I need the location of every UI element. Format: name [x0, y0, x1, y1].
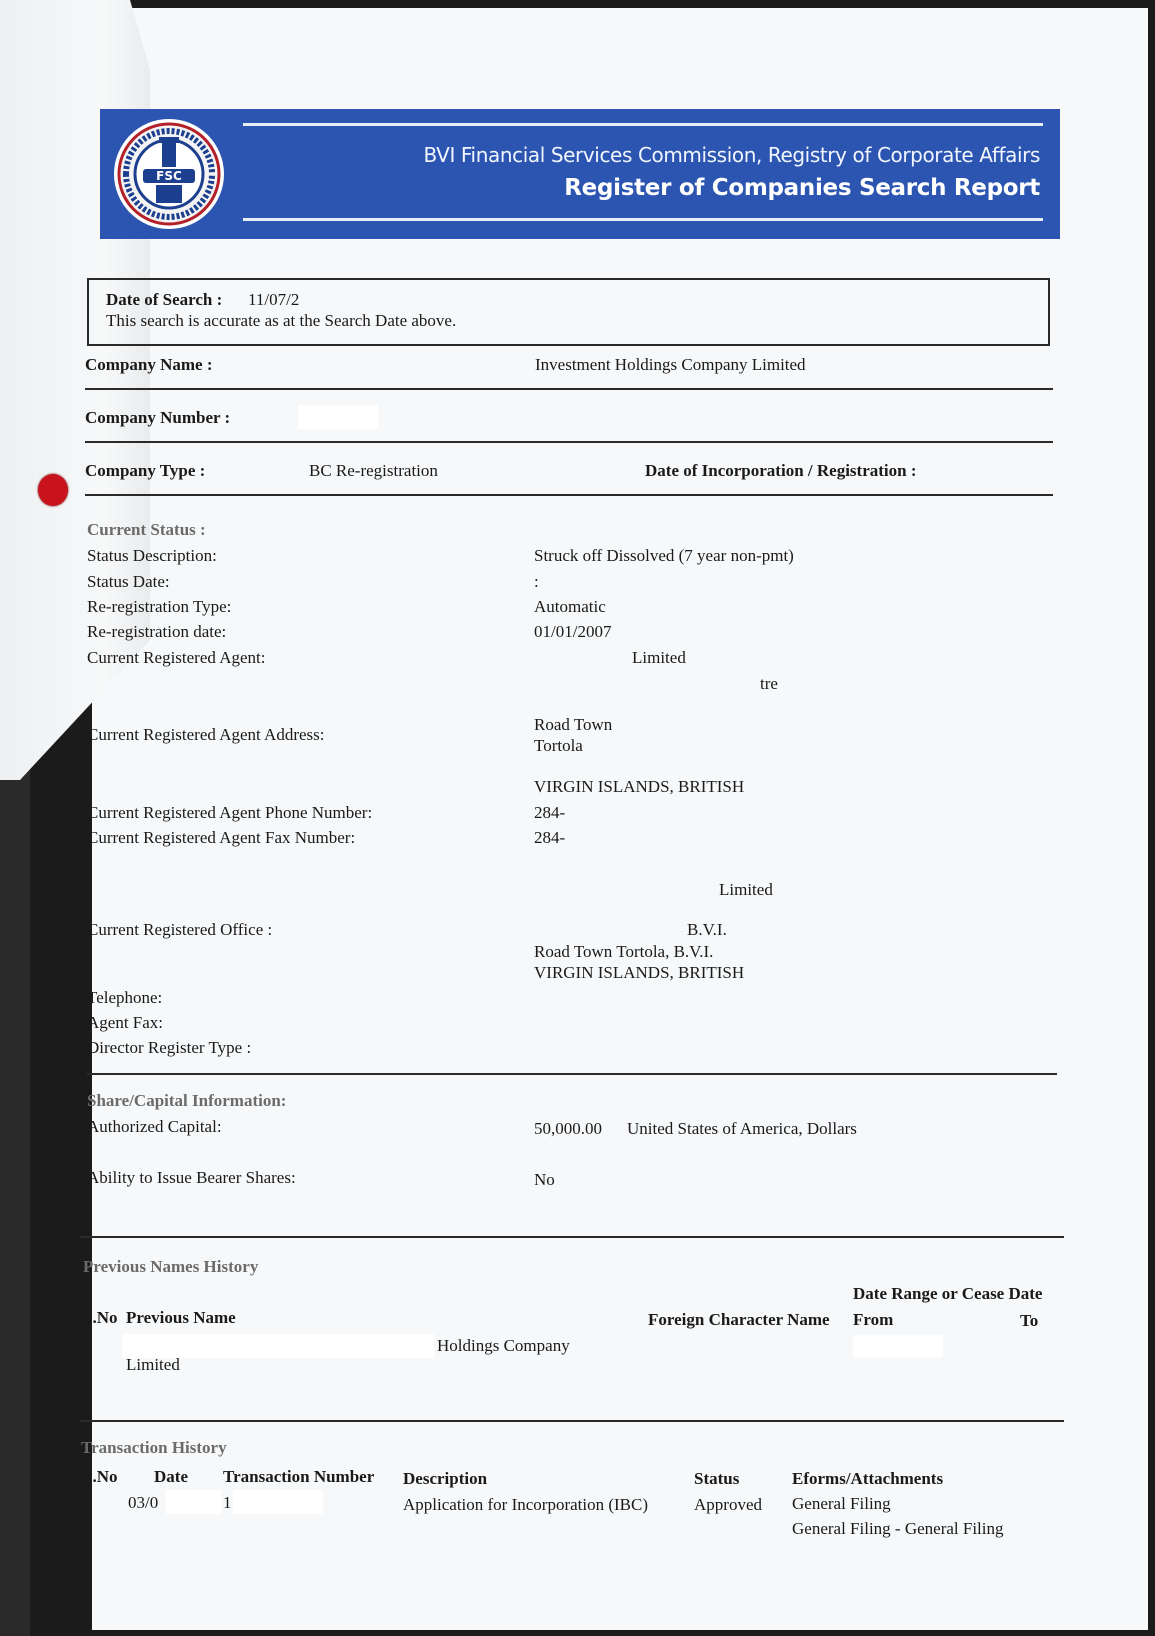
background-edge — [0, 640, 30, 1636]
registered-agent-value: Limited — [632, 648, 686, 667]
agent-phone-value: 284- — [534, 803, 566, 822]
tx-col-number: Transaction Number — [223, 1467, 375, 1486]
agent-address-line2: Tortola — [534, 736, 583, 755]
reregistration-type-value: Automatic — [534, 597, 606, 616]
divider — [87, 1073, 1057, 1075]
agent-fax-short-label: Agent Fax: — [87, 1013, 164, 1032]
reregistration-type-label: Re-registration Type: — [87, 597, 232, 616]
tx-number: 1 — [223, 1493, 232, 1512]
redacted-tx-number — [233, 1490, 323, 1514]
company-number-label: Company Number : — [85, 408, 231, 427]
registered-agent-value-line2: tre — [760, 674, 778, 693]
tx-col-description: Description — [403, 1469, 488, 1488]
authorized-capital-currency: United States of America, Dollars — [627, 1119, 857, 1138]
status-description-label: Status Description: — [87, 546, 217, 565]
banner-rule-bottom — [243, 218, 1043, 221]
banner-title-line2: Register of Companies Search Report — [564, 175, 1040, 201]
col-from: From — [853, 1310, 894, 1329]
prev-name-part-a: Holdings Company — [437, 1336, 570, 1355]
share-capital-heading: Share/Capital Information: — [87, 1091, 287, 1110]
agent-address-label: Current Registered Agent Address: — [87, 725, 325, 744]
authorized-capital-amount: 50,000.00 — [534, 1119, 602, 1138]
registered-office-line4: VIRGIN ISLANDS, BRITISH — [534, 963, 745, 982]
previous-names-heading: Previous Names History — [83, 1257, 259, 1276]
tx-col-date: Date — [154, 1467, 188, 1486]
search-date-value: 11/07/2 — [248, 290, 300, 309]
tx-sno: 1 — [84, 1493, 93, 1512]
transaction-history-heading: Transaction History — [81, 1438, 227, 1457]
tx-eform-1[interactable]: General Filing — [792, 1494, 891, 1513]
incorporation-date-label: Date of Incorporation / Registration : — [645, 461, 917, 480]
company-name-label: Company Name : — [85, 355, 213, 374]
tx-description: Application for Incorporation (IBC) — [403, 1495, 649, 1514]
tx-col-sno: S.No — [83, 1467, 118, 1486]
agent-fax-value: 284- — [534, 828, 566, 847]
col-previous-name: Previous Name — [126, 1308, 236, 1327]
company-type-label: Company Type : — [85, 461, 206, 480]
prev-name-sno: 1 — [84, 1345, 93, 1364]
redacted-company-number — [298, 405, 378, 429]
search-date-label: Date of Search : — [106, 290, 223, 309]
registered-office-line2: B.V.I. — [687, 920, 727, 939]
agent-address-line1: Road Town — [534, 715, 613, 734]
tx-date: 03/0 — [128, 1493, 159, 1512]
current-status-heading: Current Status : — [87, 520, 206, 539]
red-marker-dot — [38, 474, 68, 506]
svg-text:FSC: FSC — [156, 169, 182, 183]
telephone-label: Telephone: — [87, 988, 163, 1007]
agent-address-line3: VIRGIN ISLANDS, BRITISH — [534, 777, 745, 796]
tx-status: Approved — [694, 1495, 762, 1514]
reregistration-date-label: Re-registration date: — [87, 622, 227, 641]
redacted-tx-date — [166, 1490, 222, 1514]
director-register-type-label: Director Register Type : — [87, 1038, 252, 1057]
col-sno: S.No — [83, 1308, 118, 1327]
company-name-value: Investment Holdings Company Limited — [535, 355, 806, 374]
divider — [85, 388, 1053, 390]
divider — [85, 441, 1053, 443]
tx-eform-2[interactable]: General Filing - General Filing — [792, 1519, 1004, 1538]
header-banner — [100, 109, 1060, 239]
banner-title-line1: BVI Financial Services Commission, Registry of Corporate Affairs — [423, 143, 1040, 167]
agent-phone-label: Current Registered Agent Phone Number: — [87, 803, 373, 822]
tx-col-eforms: Eforms/Attachments — [792, 1469, 944, 1488]
col-date-range: Date Range or Cease Date — [853, 1284, 1043, 1303]
registered-office-line1: Limited — [719, 880, 773, 899]
agent-fax-label: Current Registered Agent Fax Number: — [87, 828, 356, 847]
divider — [85, 494, 1053, 496]
company-type-value: BC Re-registration — [309, 461, 438, 480]
status-description-value: Struck off Dissolved (7 year non-pmt) — [534, 546, 794, 565]
divider — [80, 1236, 1064, 1238]
col-to: To — [1020, 1311, 1039, 1330]
reregistration-date-value: 01/01/2007 — [534, 622, 612, 641]
prev-name-part-b: Limited — [126, 1355, 180, 1374]
registered-office-line3: Road Town Tortola, B.V.I. — [534, 942, 714, 961]
tx-col-status: Status — [694, 1469, 740, 1488]
registered-agent-label: Current Registered Agent: — [87, 648, 266, 667]
registered-office-label: Current Registered Office : — [87, 920, 273, 939]
fsc-seal-logo — [112, 117, 226, 231]
search-note: This search is accurate as at the Search Date above. — [106, 311, 457, 330]
banner-rule-top — [243, 123, 1043, 126]
redacted-date-from — [853, 1335, 943, 1357]
bearer-shares-label: Ability to Issue Bearer Shares: — [87, 1168, 296, 1187]
authorized-capital-label: Authorized Capital: — [87, 1117, 222, 1136]
status-date-value: : — [534, 572, 539, 591]
bearer-shares-value: No — [534, 1170, 555, 1189]
col-foreign-name: Foreign Character Name — [648, 1310, 830, 1329]
status-date-label: Status Date: — [87, 572, 170, 591]
divider — [80, 1420, 1064, 1422]
